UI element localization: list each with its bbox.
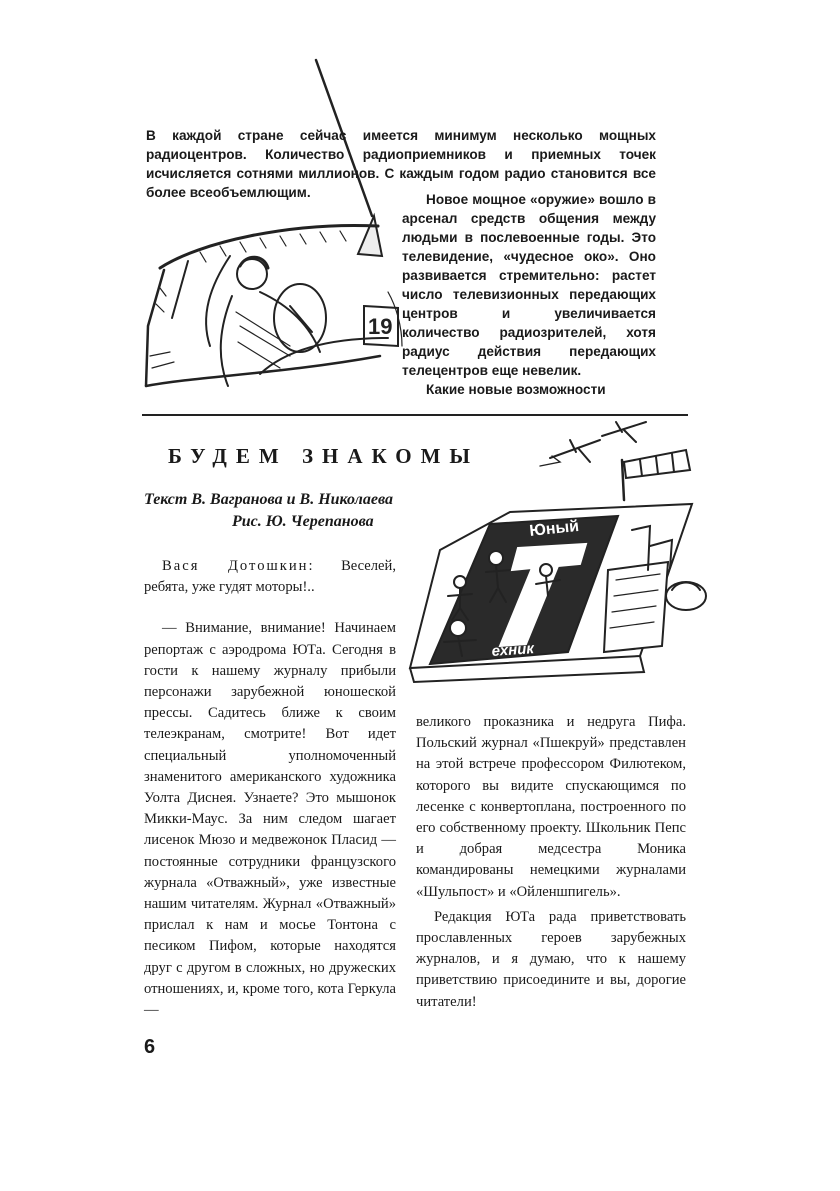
radio-paragraph: В каждой стране сейчас имеется минимум несколько мощных радиоцентров. Количество радиоприемников и приемных точек исчисляется сотнями миллионов. С каждым годом радио становится все более всеобъемлющим. [146, 128, 656, 200]
byline-text-authors: Текст В. Ваграновa и В. Николаева [144, 491, 393, 508]
driver-car-illustration [140, 56, 410, 416]
article-paragraph: Редакция ЮТа рада приветствовать прославленных героев зарубежных журналов, и я думаю, что к нашему приветствию присоедините и вы, дорогие читатели! [416, 908, 686, 1010]
article-title: БУДЕМ ЗНАКОМЫ [168, 444, 480, 468]
article-paragraph: — Внимание, внимание! Начинаем репортаж с аэродрома ЮТа. Сегодня в гости к нашему журналу прибыли персонажи зарубежной юношеской прессы. Садитесь ближе к своим телеэкранам, смотрите! Вот идет специальный уполномоченный знаменитого американского художника Уолта Диснея. Узнаете? Это мышонок Микки-Маус. За ним следом шагает лисенок Мюзо и медвежонок Пласид — постоянные сотрудники французского журнала «Отважный», уже известные нашим читателям. Журнал «Отважный» прислал к нам и мосье Тонтона с песиком Пифом, которые находятся друг с другом в сложных, но дружеских отношениях, и, кроме того, кота Геркула — [144, 620, 396, 1019]
airfield-illustration [400, 420, 716, 698]
article-column-right [416, 712, 686, 1013]
article-paragraph: великого проказника и недруга Пифа. Польский журнал «Пшекруй» представлен на этой встрече профессором Филютеком, которого вы видите спускающимся по лесенке с конвертоплана, построенного по его собственному проекту. Школьник Пепс и добрая медсестра Моника командированы немецкими журналами «Шульпост» и «Ойленшпигель». [416, 714, 686, 900]
page-number: 6 [144, 1036, 156, 1058]
paragraph-text: Веселей, ребята, уже гудят моторы!.. [144, 558, 396, 596]
car-plate-label: 19 [368, 314, 393, 339]
tv-tail-line: Какие новые возможности [426, 382, 606, 397]
speaker-name: Вася Дотошкин: [162, 558, 315, 574]
runway-label-bottom: ехник [491, 640, 535, 660]
article-column-left [144, 556, 396, 1021]
tv-paragraph: Новое мощное «оружие» вошло в арсенал средств общения между людьми в послевоенные годы. Это телевидение, «чудесное око». Оно развивается стремительно: растет число телевизионных передающих центров и увеличивается количество радиозрителей, хотя радиус действия передающих телецентров еще невелик. [402, 192, 656, 378]
runway-label-top: Юный [528, 517, 580, 540]
plane-icon [602, 422, 646, 442]
article-paragraph [144, 556, 396, 598]
plane-icon [550, 440, 600, 462]
byline-illustrator: Рис. Ю. Черепанова [232, 513, 374, 530]
tv-section [402, 190, 656, 399]
section-divider [142, 414, 688, 416]
